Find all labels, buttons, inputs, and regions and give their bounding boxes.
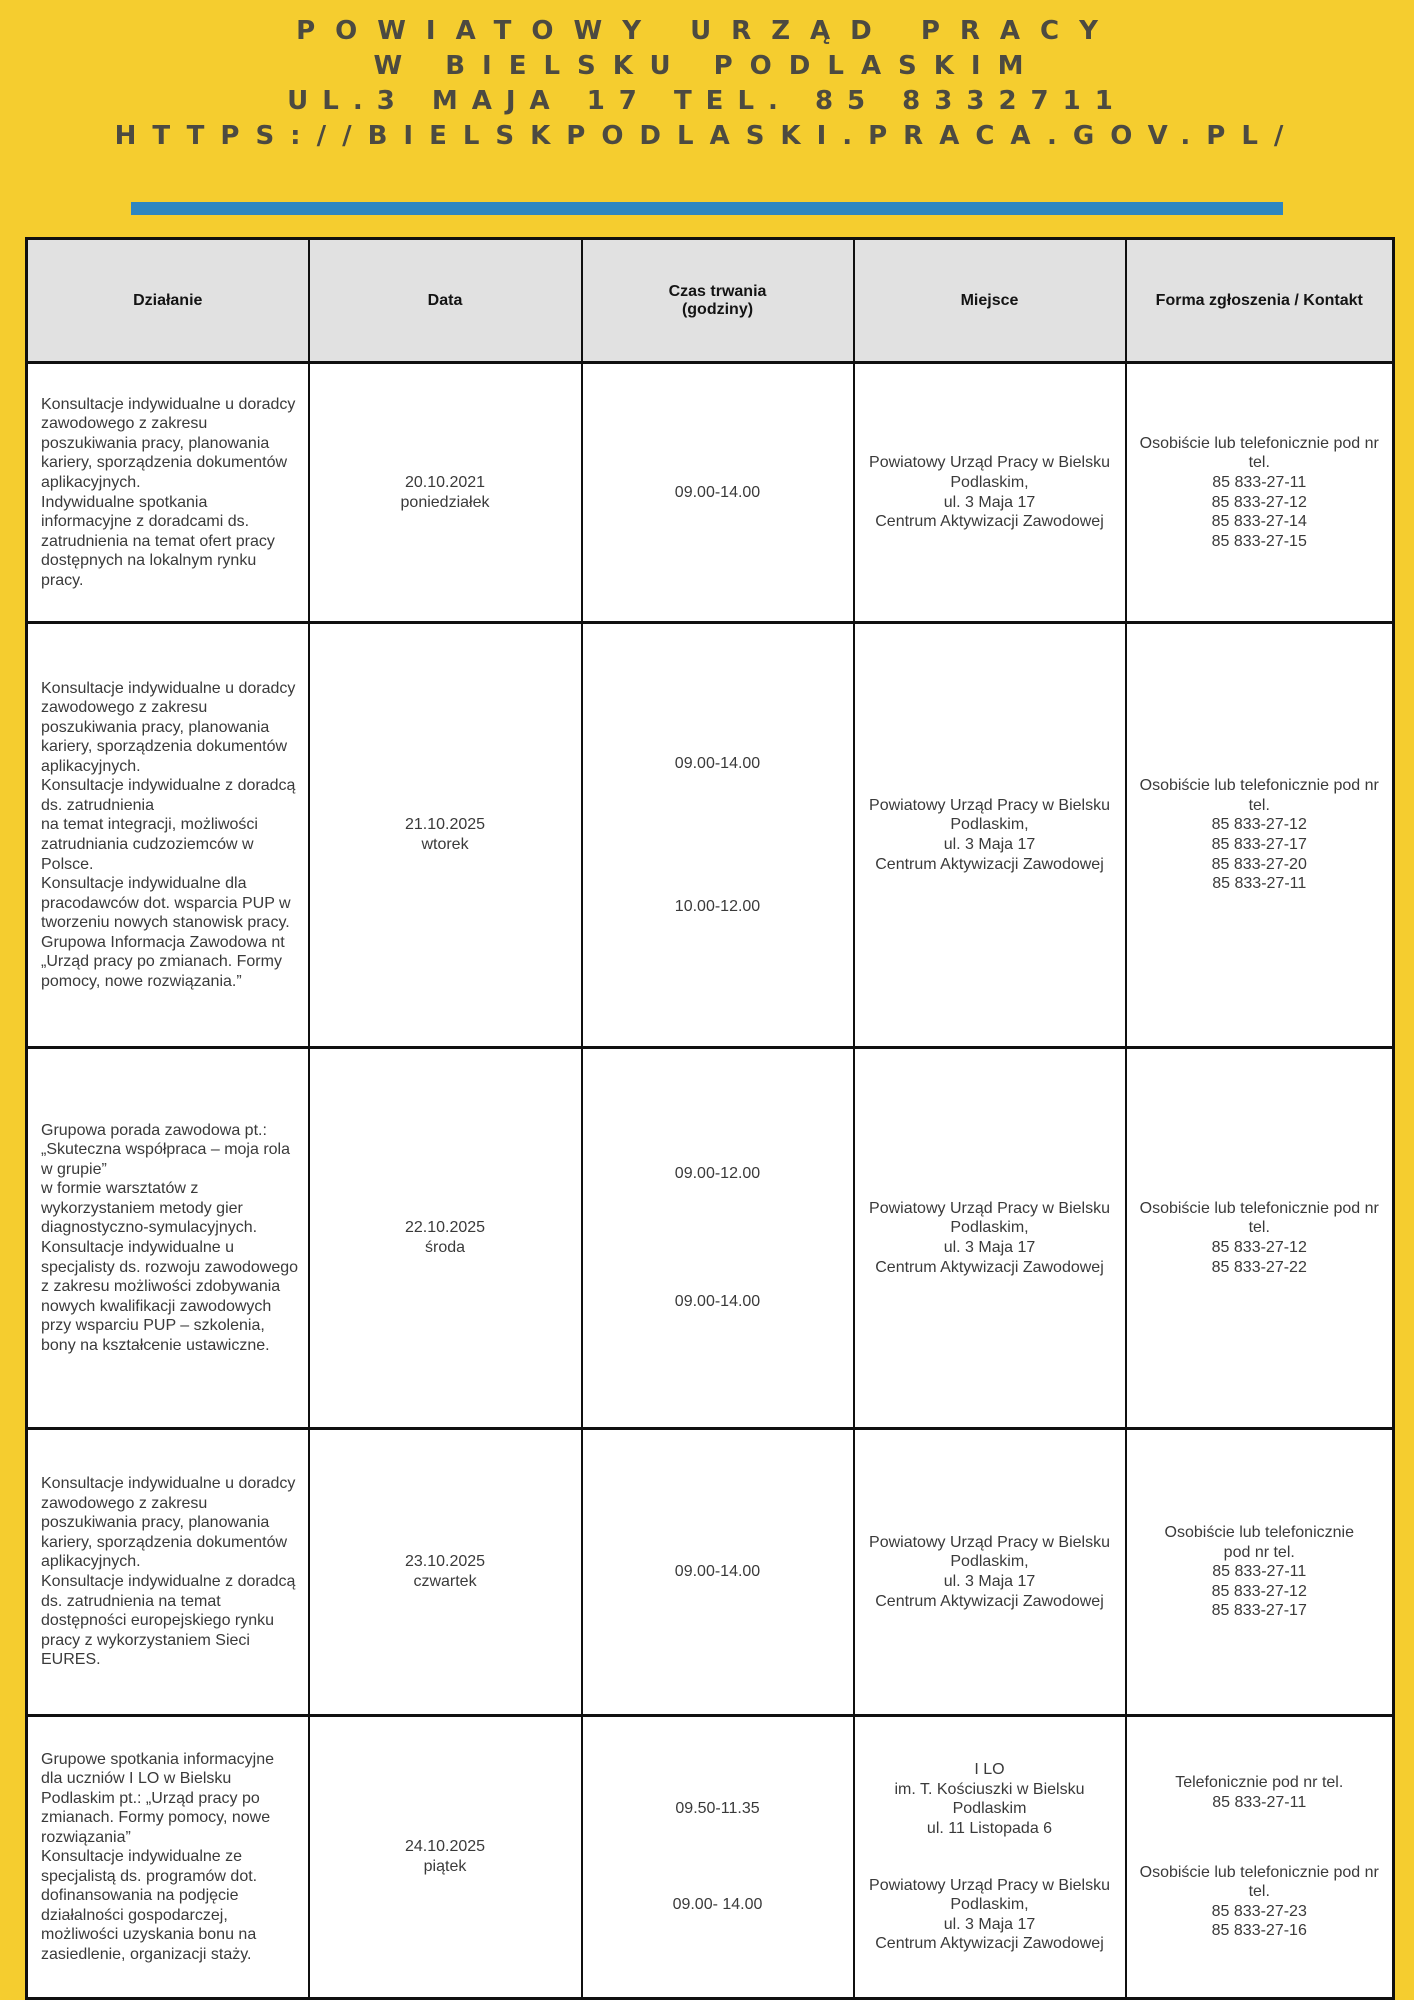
place-text: Powiatowy Urząd Pracy w Bielsku Podlaskim, ul. 3 Maja 17 Centrum Aktywizacji Zawodowej (869, 796, 1110, 873)
table-header-row (27, 239, 1394, 363)
action-cell (27, 623, 309, 1048)
time-value: 09.00-12.00 (674, 1164, 761, 1182)
duration-cell (582, 363, 854, 623)
duration-cell (582, 1429, 854, 1716)
column-header-date: Data (309, 239, 582, 363)
time-stack (589, 630, 847, 1040)
table-row (27, 363, 1394, 623)
contact-cell (1126, 1716, 1394, 1999)
contact-cell (1126, 363, 1394, 623)
action-cell (27, 363, 309, 623)
time-stack (589, 1055, 847, 1421)
time-value: 09.00-14.00 (674, 483, 761, 501)
place-cell (854, 1429, 1126, 1716)
date-cell (309, 363, 582, 623)
time-value: 09.50-11.35 (675, 1800, 760, 1818)
contact-cell (1126, 1048, 1394, 1429)
action-cell (27, 1048, 309, 1429)
contact-text: Osobiście lub telefonicznie pod nr tel. 85 833-27-23 85 833-27-16 (1139, 1863, 1379, 1940)
contact-text: Osobiście lub telefonicznie pod nr tel. 85 833-27-12 85 833-27-17 85 833-27-20 85 833-27-11 (1139, 777, 1379, 893)
place-text: Powiatowy Urząd Pracy w Bielsku Podlaskim, ul. 3 Maja 17 Centrum Aktywizacji Zawodowej (869, 1199, 1110, 1276)
time-stack (589, 1723, 847, 1991)
action-text: Konsultacje indywidualne u doradcy zawodowego z zakresu poszukiwania pracy, planowania kariery, sporządzenia dokumentów aplikacyjnych. Konsultacje indywidualne z doradcą ds. zatrudnienia na temat integracji, możliwości zatrudniania cudzoziemców w Polsce. Konsultacje indywidualne dla pracodawców dot. wsparcia PUP w tworzeniu nowych stanowisk pracy. Grupowa Informacja Zawodowa nt „Urząd pracy po zmianach. Formy pomocy, nowe rozwiązania.” (41, 679, 296, 990)
time-value: 09.00-14.00 (674, 1293, 761, 1311)
divider-bar (131, 202, 1283, 215)
date-cell (309, 623, 582, 1048)
place-cell (854, 1048, 1126, 1429)
duration-cell (582, 623, 854, 1048)
duration-cell (582, 1716, 854, 1999)
masthead-line-2: W BIELSKU PODLASKIM (373, 51, 1041, 81)
time-value: 09.00-14.00 (674, 1563, 761, 1581)
place-cell (854, 623, 1126, 1048)
masthead (0, 0, 1414, 154)
place-text: Powiatowy Urząd Pracy w Bielsku Podlaskim, ul. 3 Maja 17 Centrum Aktywizacji Zawodowej (869, 1533, 1110, 1610)
masthead-line-3: UL.3 MAJA 17 TEL. 85 8332711 (287, 86, 1127, 116)
date-text: 20.10.2021 poniedziałek (400, 473, 490, 511)
contact-text: Osobiście lub telefonicznie pod nr tel. 85 833-27-11 85 833-27-12 85 833-27-17 (1164, 1524, 1354, 1620)
masthead-line-1: POWIATOWY URZĄD PRACY (296, 16, 1118, 46)
column-header-action: Działanie (27, 239, 309, 363)
action-text: Konsultacje indywidualne u doradcy zawodowego z zakresu poszukiwania pracy, planowania kariery, sporządzenia dokumentów aplikacyjnych. Konsultacje indywidualne z doradcą ds. zatrudnienia na temat dostępności europejskiego rynku pracy z wykorzystaniem Sieci EURES. (41, 1475, 296, 1669)
action-text: Grupowa porada zawodowa pt.: „Skuteczna współpraca – moja rola w grupie” w formie warsztatów z wykorzystaniem metody gier diagnostyczno-symulacyjnych. Konsultacje indywidualne u specjalisty ds. rozwoju zawodowego z zakresu możliwości zdobywania nowych kwalifikacji zawodowych przy wsparciu PUP – szkolenia, bony na kształcenie ustawiczne. (41, 1121, 299, 1354)
date-cell (309, 1716, 582, 1999)
table-row (27, 1716, 1394, 1999)
contact-cell (1126, 623, 1394, 1048)
place-cell (854, 363, 1126, 623)
date-cell (309, 1429, 582, 1716)
date-text: 22.10.2025 środa (404, 1219, 486, 1256)
column-header-place: Miejsce (854, 239, 1126, 363)
action-text: Grupowe spotkania informacyjne dla uczniów I LO w Bielsku Podlaskim pt.: „Urząd pracy po zmianach. Formy pomocy, nowe rozwiązania” Konsultacje indywidualne ze specjalistą ds. programów dot. dofinansowania na podjęcie działalności gospodarczej, możliwości uzyskania bonu na zasiedlenie, organizacji staży. (41, 1750, 275, 1963)
masthead-website: HTTPS://BIELSKPODLASKI.PRACA.GOV.PL/ (114, 121, 1300, 151)
place-text: Powiatowy Urząd Pracy w Bielsku Podlaskim, ul. 3 Maja 17 Centrum Aktywizacji Zawodowej (869, 1876, 1110, 1953)
column-header-duration: Czas trwania (godziny) (582, 239, 854, 363)
table-row (27, 1429, 1394, 1716)
contact-text: Osobiście lub telefonicznie pod nr tel. 85 833-27-12 85 833-27-22 (1139, 1199, 1379, 1276)
time-value: 09.00-14.00 (674, 754, 761, 772)
time-value: 09.00- 14.00 (672, 1896, 763, 1914)
place-text: I LO im. T. Kościuszki w Bielsku Podlaskim ul. 11 Listopada 6 (894, 1761, 1085, 1837)
time-value: 10.00-12.00 (674, 897, 761, 915)
contact-text: Telefonicznie pod nr tel. 85 833-27-11 (1175, 1774, 1344, 1811)
duration-cell (582, 1048, 854, 1429)
action-text: Konsultacje indywidualne u doradcy zawodowego z zakresu poszukiwania pracy, planowania kariery, sporządzenia dokumentów aplikacyjnych. Indywidualne spotkania informacyjne z doradcami ds. zatrudnienia na temat ofert pracy dostępnych na lokalnym rynku pracy. (41, 395, 296, 589)
date-text: 21.10.2025 wtorek (404, 816, 486, 853)
date-text: 23.10.2025 czwartek (404, 1553, 486, 1590)
column-header-contact: Forma zgłoszenia / Kontakt (1126, 239, 1394, 363)
place-text: Powiatowy Urząd Pracy w Bielsku Podlaskim, ul. 3 Maja 17 Centrum Aktywizacji Zawodowej (869, 454, 1110, 531)
contact-text: Osobiście lub telefonicznie pod nr tel. 85 833-27-11 85 833-27-12 85 833-27-14 85 833-27-15 (1139, 434, 1379, 550)
contact-cell (1126, 1429, 1394, 1716)
schedule-table (25, 237, 1395, 2000)
place-cell (854, 1716, 1126, 1999)
place-stack (861, 1723, 1119, 1991)
table-row (27, 623, 1394, 1048)
date-cell (309, 1048, 582, 1429)
date-text: 24.10.2025 piątek (404, 1838, 486, 1875)
table-row (27, 1048, 1394, 1429)
action-cell (27, 1716, 309, 1999)
contact-stack (1133, 1723, 1387, 1991)
action-cell (27, 1429, 309, 1716)
